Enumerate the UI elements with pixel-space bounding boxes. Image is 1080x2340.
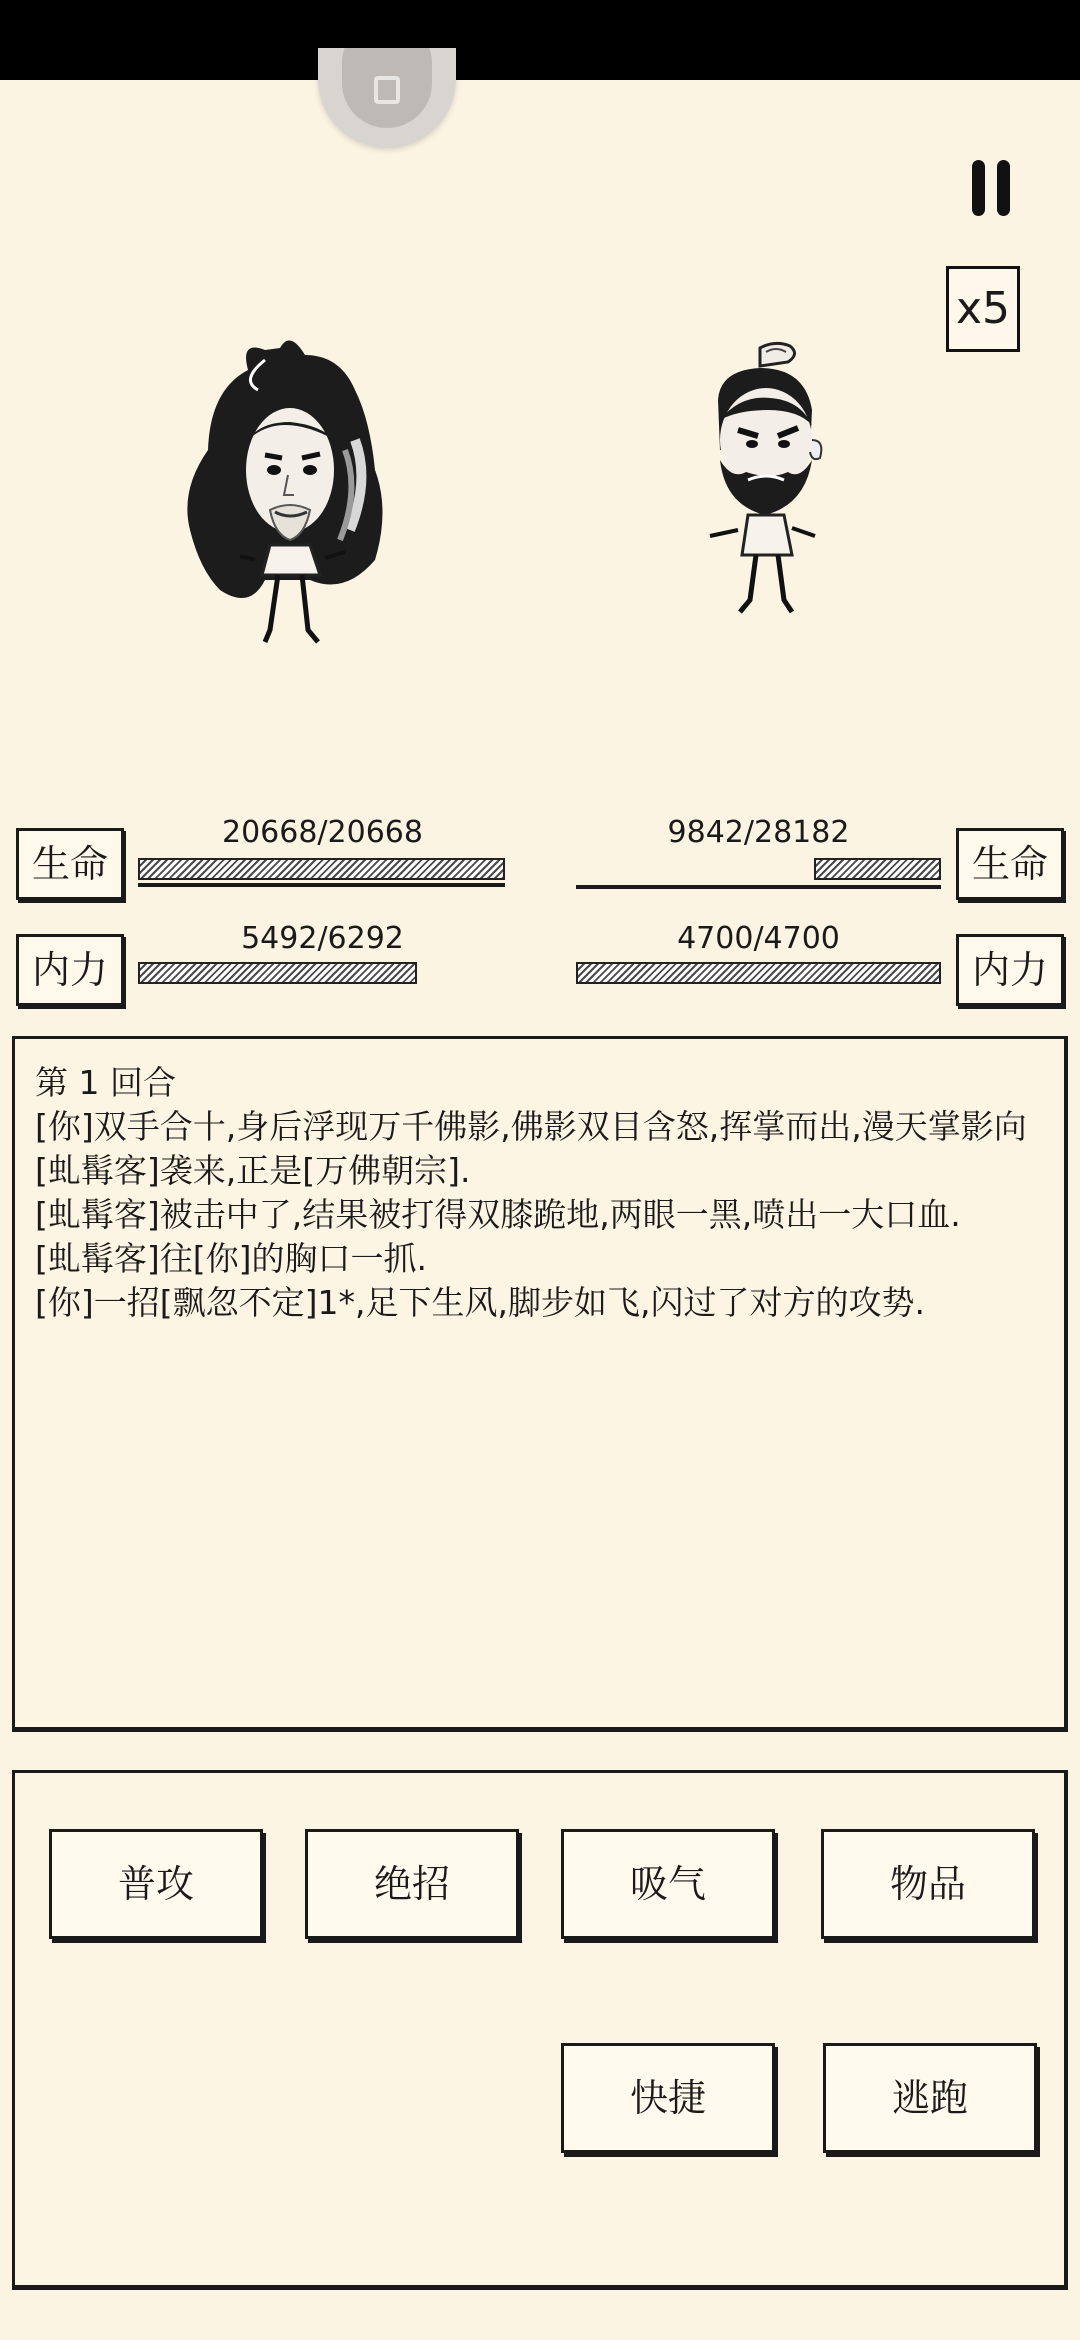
floating-assist-ball[interactable]	[318, 48, 456, 148]
log-line: [虬髯客]被击中了,结果被打得双膝跪地,两眼一黑,喷出一大口血.	[35, 1195, 961, 1234]
pause-icon-right	[997, 160, 1010, 216]
enemy-hp-label: 生命	[956, 828, 1064, 900]
enemy-mp-bar	[576, 962, 941, 984]
speed-button[interactable]: x5	[946, 266, 1020, 352]
enemy-mp-label: 内力	[956, 934, 1064, 1006]
navigation-strip	[0, 2300, 1080, 2340]
log-line: [虬髯客]往[你]的胸口一抓.	[35, 1239, 427, 1278]
enemy-character-sprite	[680, 340, 840, 670]
log-line: [虬髯客]袭来,正是[万佛朝宗].	[35, 1151, 471, 1190]
breathe-button[interactable]: 吸气	[561, 1829, 775, 1939]
action-panel	[12, 1770, 1068, 2290]
player-mp-label: 内力	[16, 934, 124, 1006]
enemy-hp-track	[576, 885, 941, 889]
enemy-hp-value: 9842/28182	[667, 815, 850, 850]
log-line: [你]双手合十,身后浮现万千佛影,佛影双目含怒,挥掌而出,漫天掌影向	[35, 1107, 1027, 1146]
player-hp-value: 20668/20668	[222, 815, 423, 850]
shortcut-button[interactable]: 快捷	[561, 2043, 775, 2153]
player-mp-bar	[138, 962, 417, 984]
player-hp-track	[138, 883, 505, 887]
status-bar	[0, 0, 1080, 80]
log-line: [你]一招[飘忽不定]1*,足下生风,脚步如飞,闪过了对方的攻势.	[35, 1283, 925, 1322]
floating-ball-icon	[374, 76, 400, 104]
player-character-sprite	[170, 330, 410, 670]
items-button[interactable]: 物品	[821, 1829, 1035, 1939]
battle-log-panel[interactable]	[12, 1036, 1068, 1732]
ultimate-button[interactable]: 绝招	[305, 1829, 519, 1939]
enemy-mp-value: 4700/4700	[677, 921, 840, 956]
player-mp-value: 5492/6292	[241, 921, 404, 956]
log-round-header: 第 1 回合	[35, 1063, 176, 1102]
pause-icon-left	[972, 160, 985, 216]
flee-button[interactable]: 逃跑	[823, 2043, 1037, 2153]
attack-button[interactable]: 普攻	[49, 1829, 263, 1939]
enemy-hp-bar	[814, 858, 941, 880]
player-hp-bar	[138, 858, 505, 880]
pause-button[interactable]	[970, 160, 1014, 216]
player-hp-label: 生命	[16, 828, 124, 900]
